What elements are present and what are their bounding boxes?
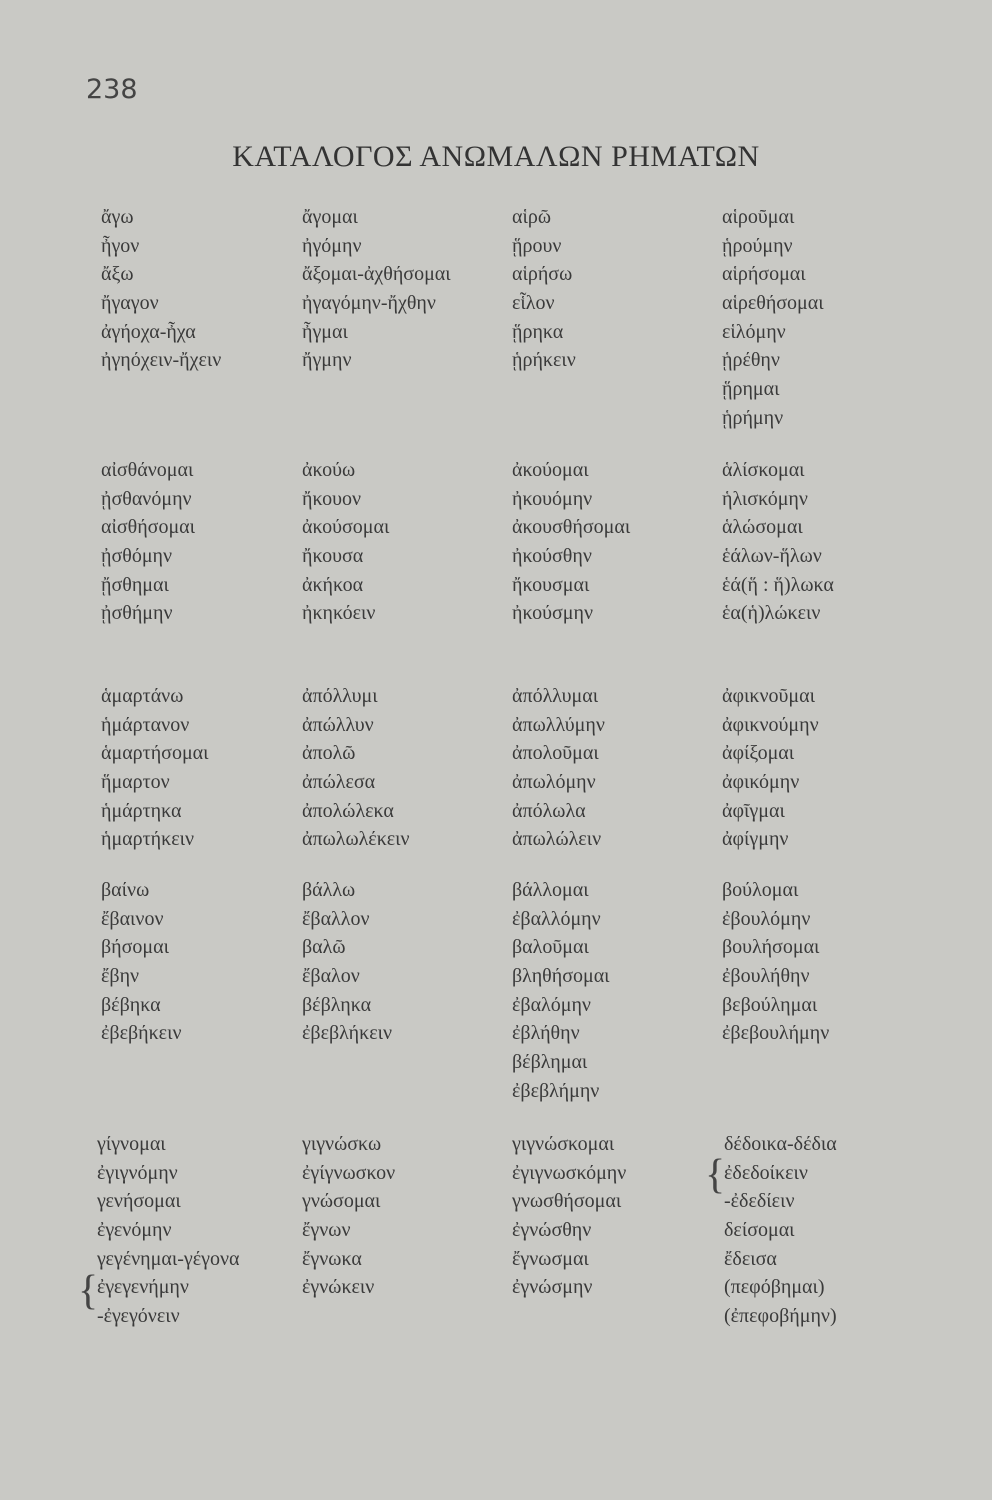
verb-form: ᾕρηκα	[512, 320, 564, 343]
verb-column	[101, 682, 209, 854]
verb-form: ἁμαρτάνω	[101, 685, 184, 707]
verb-form: ἀφικόμην	[722, 771, 800, 794]
verb-column	[722, 203, 824, 433]
verb-form: ἀπόλωλα	[512, 799, 586, 822]
verb-form: βέβλημαι	[512, 1051, 588, 1074]
verb-form: ἑάλων-ἥλων	[722, 545, 822, 568]
verb-form: βήσομαι	[101, 936, 169, 959]
brace-glyph: {	[78, 1268, 99, 1314]
verb-form: ἁμαρτήσομαι	[101, 742, 209, 765]
brace-glyph: {	[705, 1152, 726, 1198]
verb-form: ἐβεβουλήμην	[722, 1022, 830, 1045]
verb-column	[724, 1130, 837, 1331]
verb-form: ἦγον	[101, 234, 140, 257]
verb-form: βληθήσομαι	[512, 965, 610, 988]
verb-form: ᾕρουν	[512, 234, 562, 257]
verb-form: ἔδεισα	[724, 1247, 777, 1270]
verb-column	[512, 203, 576, 375]
verb-form: ἀφῖγμαι	[722, 799, 785, 822]
verb-form: βαλοῦμαι	[512, 936, 589, 959]
verb-form: ἠγόμην	[302, 234, 362, 257]
verb-form: ἄξομαι-ἀχθήσομαι	[302, 263, 451, 286]
verb-form: ἔβην	[101, 965, 140, 988]
verb-form: ἤκουον	[302, 487, 362, 510]
page-number: 238	[86, 74, 138, 105]
verb-form: ἀφικνοῦμαι	[722, 685, 816, 707]
verb-column	[512, 876, 610, 1106]
verb-form: -ἐδεδίειν	[724, 1190, 795, 1213]
verb-form: (πεφόβημαι)	[724, 1276, 825, 1299]
verb-form: ἀκήκοα	[302, 573, 364, 596]
verb-form: αἱρῶ	[512, 206, 552, 228]
verb-form: ἡμαρτήκειν	[101, 828, 195, 851]
verb-form: αἰσθήσομαι	[101, 516, 196, 539]
verb-form: ἐβεβήκειν	[101, 1022, 182, 1045]
verb-form: ἥμαρτον	[101, 771, 170, 794]
verb-form: ἀπωλόμην	[512, 771, 596, 794]
verb-form: ἔγνων	[302, 1219, 351, 1242]
verb-form: ἁλώσομαι	[722, 516, 803, 539]
verb-form: ἀφικνούμην	[722, 713, 819, 736]
verb-form: βάλλομαι	[512, 879, 589, 901]
verb-form: ἔβαλον	[302, 965, 360, 988]
verb-column	[97, 1130, 239, 1331]
verb-form: ἠκούσθην	[512, 545, 592, 568]
verb-form: ἤκουσμαι	[512, 573, 590, 596]
verb-form: ἀπωλλύμην	[512, 713, 605, 736]
verb-form: -ἐγεγόνειν	[97, 1305, 180, 1328]
verb-column	[302, 203, 451, 375]
verb-form: ἤκουσα	[302, 545, 364, 568]
page-title: ΚΑΤΑΛΟΓΟΣ ΑΝΩΜΑΛΩΝ ΡΗΜΑΤΩΝ	[232, 140, 760, 173]
verb-column	[302, 1130, 395, 1302]
verb-form: ἑα(ἡ)λώκειν	[722, 602, 821, 625]
verb-form: ἤγαγον	[101, 292, 159, 315]
verb-form: ἀκούομαι	[512, 459, 589, 481]
verb-form: ἔγνωκα	[302, 1247, 362, 1270]
verb-column	[101, 876, 182, 1048]
verb-form: ἀπολοῦμαι	[512, 742, 599, 765]
verb-form: γιγνώσκω	[302, 1133, 382, 1155]
verb-form: γνώσομαι	[302, 1190, 381, 1213]
verb-form: ἡλισκόμην	[722, 487, 808, 510]
verb-form: δέδοικα-δέδια	[724, 1133, 837, 1155]
verb-column	[512, 1130, 626, 1302]
verb-form: ἀπωλώλειν	[512, 828, 602, 851]
verb-form: ἐγενόμην	[97, 1219, 172, 1242]
verb-form: ἐγίγνωσκον	[302, 1161, 396, 1184]
verb-form: ἡμάρτανον	[101, 713, 190, 736]
verb-form: ἐγεγενήμην	[97, 1276, 189, 1299]
verb-form: ἀκουσθήσομαι	[512, 516, 631, 539]
verb-form: ἐγιγνόμην	[97, 1161, 178, 1184]
verb-form: βέβηκα	[101, 993, 161, 1016]
verb-form: ἦγμαι	[302, 320, 348, 343]
verb-form: ἐγιγνωσκόμην	[512, 1161, 627, 1184]
verb-column	[722, 876, 829, 1048]
verb-form: ἠγηόχειν-ἤχειν	[101, 349, 222, 372]
verb-form: ᾐσθόμην	[101, 545, 173, 568]
verb-form: ἀφίξομαι	[722, 742, 795, 765]
verb-form: βαίνω	[101, 879, 150, 901]
verb-form: ἀπόλλυμαι	[512, 685, 599, 707]
verb-form: ἀπώλεσα	[302, 771, 376, 794]
verb-form: ἁλίσκομαι	[722, 459, 805, 481]
verb-form: ἐβαλλόμην	[512, 907, 601, 930]
verb-form: ἐβαλόμην	[512, 993, 591, 1016]
verb-form: ἐγνώσμην	[512, 1276, 593, 1299]
verb-form: ἤγμην	[302, 349, 352, 372]
verb-form: αἱρήσω	[512, 263, 573, 286]
verb-form: ἠγαγόμην-ἤχθην	[302, 292, 436, 315]
verb-form: ἐγνώσθην	[512, 1219, 592, 1242]
verb-form: ἠκούσμην	[512, 602, 594, 625]
verb-form: ᾕρημαι	[722, 378, 780, 401]
verb-form: ἀφίγμην	[722, 828, 789, 851]
verb-form: ἄγομαι	[302, 206, 358, 228]
verb-column	[302, 876, 392, 1048]
verb-form: γιγνώσκομαι	[512, 1133, 615, 1155]
verb-form: ᾑρήκειν	[512, 349, 576, 372]
verb-form: αἰσθάνομαι	[101, 459, 194, 481]
verb-form: ἐβουλήθην	[722, 965, 810, 988]
verb-form: δείσομαι	[724, 1219, 795, 1242]
verb-form: ἐδεδοίκειν	[724, 1161, 808, 1184]
verb-form: ἡμάρτηκα	[101, 799, 182, 822]
verb-form: ἄγω	[101, 206, 134, 228]
verb-form: ἠκηκόειν	[302, 602, 376, 625]
verb-form: ἐβουλόμην	[722, 907, 811, 930]
verb-form: ἔγνωσμαι	[512, 1247, 589, 1270]
verb-form: ἠκουόμην	[512, 487, 593, 510]
verb-form: ἀπόλλυμι	[302, 685, 378, 707]
verb-form: βεβούλημαι	[722, 993, 818, 1016]
verb-form: ἀγήοχα-ἦχα	[101, 320, 196, 343]
verb-form: ἀπολῶ	[302, 742, 356, 765]
verb-form: αἱροῦμαι	[722, 206, 795, 228]
verb-form: (ἐπεφοβήμην)	[724, 1305, 837, 1328]
verb-form: ἔβαλλον	[302, 907, 370, 930]
verb-form: γενήσομαι	[97, 1190, 181, 1213]
verb-form: αἱρεθήσομαι	[722, 292, 824, 315]
verb-form: ἀκούσομαι	[302, 516, 390, 539]
verb-form: ἐβλήθην	[512, 1022, 580, 1045]
verb-form: ᾔσθημαι	[101, 573, 169, 596]
verb-form: ᾐσθήμην	[101, 602, 173, 625]
verb-form: ἀπώλλυν	[302, 713, 374, 736]
verb-form: ἀπολώλεκα	[302, 799, 394, 822]
verb-form: βουλήσομαι	[722, 936, 820, 959]
verb-form: ἀκούω	[302, 459, 356, 481]
verb-column	[302, 682, 410, 854]
verb-form: εἷλον	[512, 292, 555, 315]
verb-column	[722, 682, 819, 854]
verb-form: γίγνομαι	[97, 1133, 166, 1155]
verb-form: ἐβεβλήκειν	[302, 1022, 393, 1045]
verb-column	[512, 456, 630, 628]
verb-form: βούλομαι	[722, 879, 799, 901]
verb-form: ἐβεβλήμην	[512, 1079, 600, 1102]
verb-column	[512, 682, 605, 854]
verb-column	[302, 456, 389, 628]
verb-form: ἐγνώκειν	[302, 1276, 375, 1299]
verb-form: ᾑρέθην	[722, 349, 780, 372]
verb-column	[722, 456, 834, 628]
verb-form: ᾐσθανόμην	[101, 487, 192, 510]
verb-form: ᾑρούμην	[722, 234, 793, 257]
verb-column	[101, 203, 221, 375]
verb-form: ἀπωλωλέκειν	[302, 828, 410, 851]
verb-form: βαλῶ	[302, 936, 346, 959]
verb-form: ἄξω	[101, 263, 134, 286]
verb-form: βέβληκα	[302, 993, 372, 1016]
verb-form: γνωσθήσομαι	[512, 1190, 622, 1213]
verb-form: βάλλω	[302, 879, 356, 901]
verb-form: ᾑρήμην	[722, 406, 784, 429]
verb-form: αἱρήσομαι	[722, 263, 806, 286]
verb-form: ἔβαινον	[101, 907, 164, 930]
verb-form: γεγένημαι-γέγονα	[97, 1247, 240, 1270]
verb-form: ἑά(ἥ : ἥ)λωκα	[722, 573, 834, 596]
verb-form: εἱλόμην	[722, 320, 786, 343]
verb-column	[101, 456, 195, 628]
